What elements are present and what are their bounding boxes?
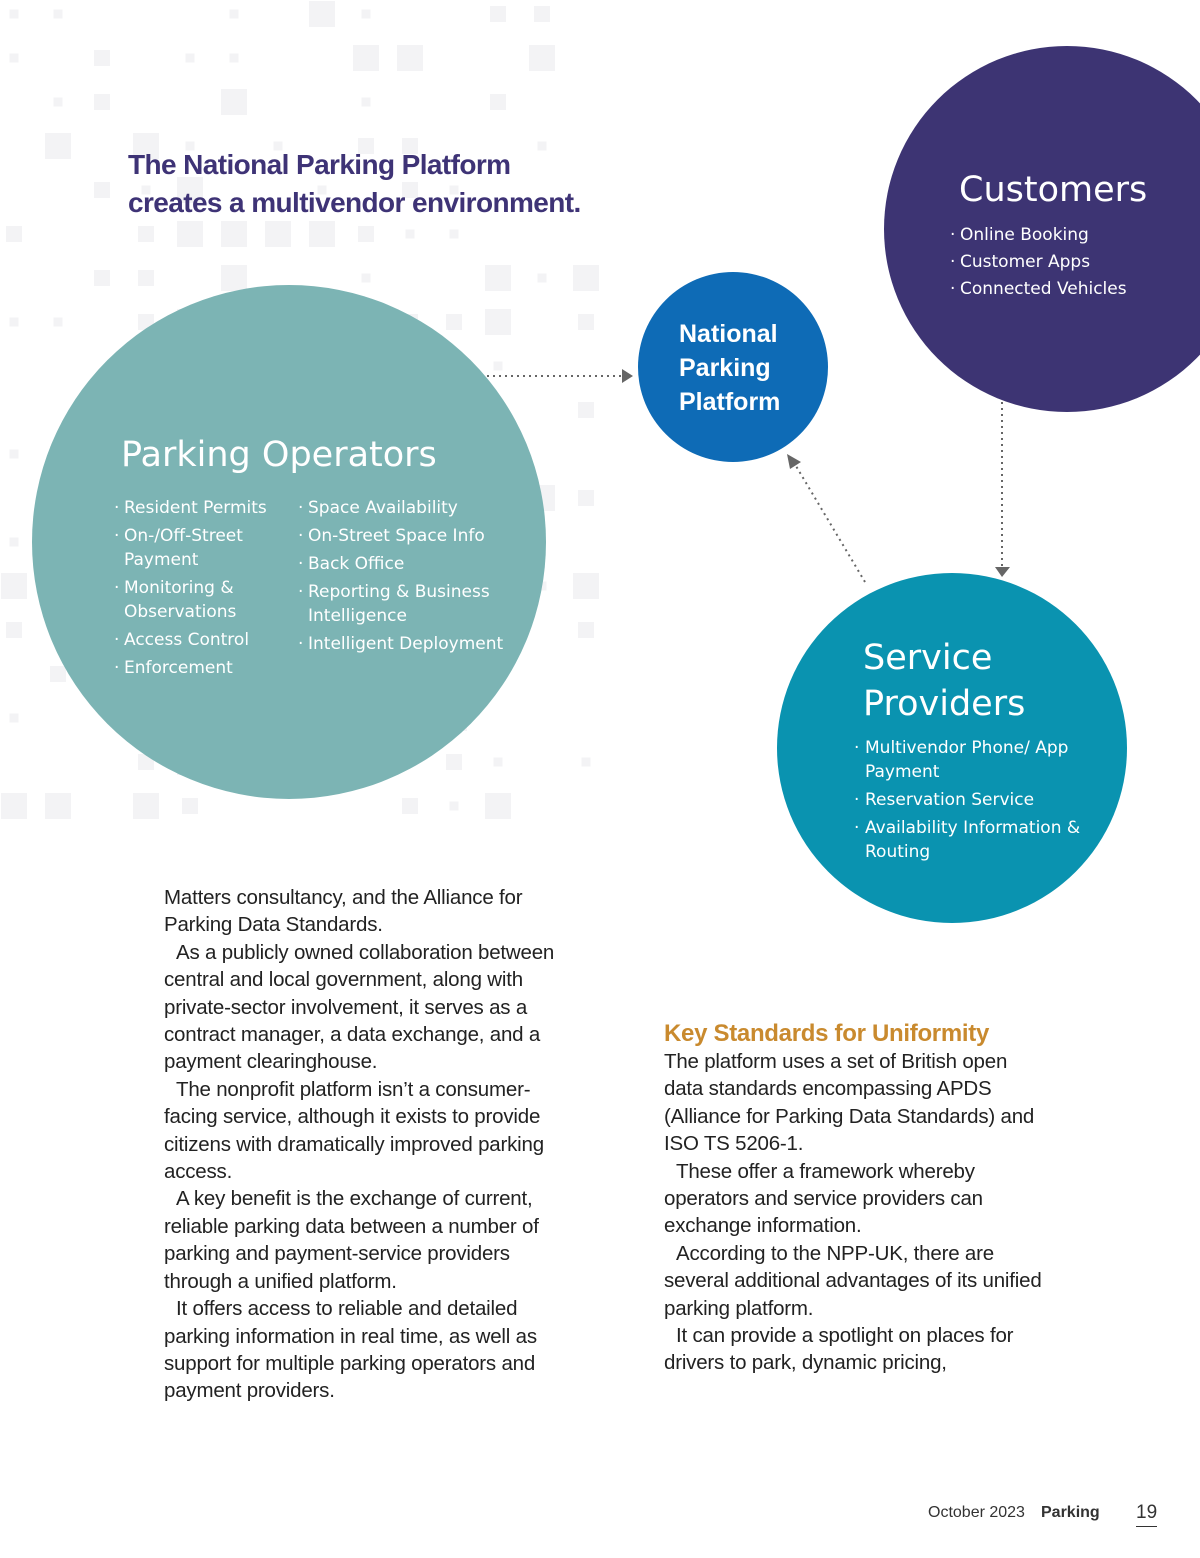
customers-title: Customers	[959, 170, 1148, 210]
list-item: · Reservation Service	[854, 788, 1094, 812]
background-square	[578, 490, 594, 506]
background-square	[446, 754, 462, 770]
paragraph: As a publicly owned collaboration between central and local government, along with private-sector involvement, it serves as a contract manager, a data exchange, and a payment clearinghouse.	[164, 940, 555, 1074]
background-square	[94, 270, 110, 286]
background-square	[538, 274, 547, 283]
background-square	[402, 798, 418, 814]
list-item: · Monitoring & Observations	[114, 576, 284, 624]
background-square	[353, 45, 379, 71]
customers-circle	[884, 46, 1200, 412]
list-item: · Connected Vehicles	[950, 277, 1200, 301]
arrowhead-down	[995, 567, 1010, 577]
npp-title-line-1: National	[679, 320, 778, 348]
background-square	[309, 221, 335, 247]
background-square	[186, 54, 195, 63]
background-square	[221, 265, 247, 291]
background-square	[10, 538, 19, 547]
parking-operators-circle	[32, 285, 546, 799]
background-square	[494, 758, 503, 767]
background-square	[358, 226, 374, 242]
background-square	[54, 98, 63, 107]
list-item: · Enforcement	[114, 656, 284, 680]
page-footer	[900, 1502, 1156, 1532]
background-square	[10, 714, 19, 723]
background-square	[94, 94, 110, 110]
background-square	[54, 10, 63, 19]
paragraph: It offers access to reliable and detailed parking information in real time, as well as support for multiple parking operators and payment providers.	[164, 1297, 537, 1403]
background-square	[397, 45, 423, 71]
section-heading: Key Standards for Uniformity	[664, 1020, 989, 1047]
arrowhead-right	[622, 369, 633, 383]
background-square	[485, 793, 511, 819]
service-providers-title: Service Providers	[863, 638, 1026, 724]
background-square	[309, 1, 335, 27]
background-square	[529, 45, 555, 71]
background-square	[490, 94, 506, 110]
npp-title-line-2: Parking	[679, 354, 771, 382]
background-square	[265, 221, 291, 247]
service-providers-circle	[777, 573, 1127, 923]
headline-line-1: The National Parking Platform	[128, 149, 511, 180]
background-square	[133, 793, 159, 819]
paragraph: These offer a framework whereby operators and service providers can exchange information.	[664, 1159, 983, 1238]
magazine-name: Parking	[1041, 1504, 1100, 1521]
list-item: · Multivendor Phone/ App Payment	[854, 736, 1094, 784]
background-square	[582, 758, 591, 767]
background-square	[573, 265, 599, 291]
paragraph: It can provide a spotlight on places for drivers to park, dynamic pricing,	[664, 1324, 1014, 1375]
list-item: · Online Booking	[950, 223, 1200, 247]
national-parking-platform-circle	[638, 272, 828, 462]
background-square	[138, 226, 154, 242]
list-item: · On-/Off-Street Payment	[114, 524, 284, 572]
background-square	[45, 793, 71, 819]
list-item: · Space Availability	[298, 496, 508, 520]
background-square	[406, 230, 415, 239]
background-square	[494, 362, 503, 371]
paragraph: Matters consultancy, and the Alliance for Parking Data Standards.	[164, 886, 523, 937]
background-square	[450, 802, 459, 811]
arrow-providers-to-platform	[796, 466, 865, 582]
background-square	[177, 221, 203, 247]
background-square	[230, 10, 239, 19]
paragraph: The platform uses a set of British open data standards encompassing APDS (Alliance for Parking Data Standards) and ISO TS 5206-1.	[664, 1050, 1035, 1156]
background-square	[50, 666, 66, 682]
background-square	[578, 622, 594, 638]
background-square	[10, 10, 19, 19]
background-square	[6, 622, 22, 638]
background-square	[94, 50, 110, 66]
list-item: · Resident Permits	[114, 496, 284, 520]
national-parking-platform-title	[679, 317, 780, 419]
page-number: 19	[1136, 1502, 1157, 1527]
background-square	[1, 573, 27, 599]
background-square	[573, 573, 599, 599]
background-square	[6, 226, 22, 242]
background-square	[362, 98, 371, 107]
list-item: · Access Control	[114, 628, 284, 652]
background-square	[485, 309, 511, 335]
parking-operators-title: Parking Operators	[121, 435, 437, 475]
background-square	[10, 318, 19, 327]
background-square	[534, 6, 550, 22]
background-square	[446, 314, 462, 330]
background-square	[221, 221, 247, 247]
background-square	[10, 450, 19, 459]
background-square	[362, 10, 371, 19]
paragraph: According to the NPP-UK, there are several additional advantages of its unified parking platform.	[664, 1241, 1042, 1320]
service-providers-list	[854, 736, 1094, 868]
list-item: · Availability Information & Routing	[854, 816, 1094, 864]
background-square	[450, 230, 459, 239]
headline-line-2: creates a multivendor environment.	[128, 187, 581, 218]
arrowhead-up-left	[787, 454, 801, 469]
background-square	[182, 798, 198, 814]
issue-date: October 2023	[928, 1504, 1025, 1521]
background-square	[362, 274, 371, 283]
paragraph: A key benefit is the exchange of current, reliable parking data between a number of parking and payment-service providers through a unified platform.	[164, 1187, 539, 1293]
headline	[128, 146, 648, 222]
article-left-column	[164, 884, 564, 1405]
background-square	[138, 270, 154, 286]
paragraph: The nonprofit platform isn’t a consumer-facing service, although it exists to provide citizens with dramatically improved parking access.	[164, 1077, 544, 1184]
background-square	[490, 6, 506, 22]
npp-title-line-3: Platform	[679, 388, 781, 416]
background-square	[94, 182, 110, 198]
list-item: · Back Office	[298, 552, 508, 576]
background-square	[10, 54, 19, 63]
parking-operators-list-1	[114, 496, 284, 684]
list-item: · Intelligent Deployment	[298, 632, 508, 656]
parking-operators-list-2	[298, 496, 508, 660]
background-square	[1, 793, 27, 819]
background-square	[578, 402, 594, 418]
background-square	[485, 265, 511, 291]
list-item: · Customer Apps	[950, 250, 1200, 274]
background-square	[578, 314, 594, 330]
customers-list	[950, 223, 1200, 304]
list-item: · Reporting & Business Intelligence	[298, 580, 508, 628]
article-right-column	[664, 1020, 1044, 1377]
background-square	[230, 54, 239, 63]
list-item: · On-Street Space Info	[298, 524, 508, 548]
background-square	[221, 89, 247, 115]
background-square	[54, 318, 63, 327]
background-square	[45, 133, 71, 159]
